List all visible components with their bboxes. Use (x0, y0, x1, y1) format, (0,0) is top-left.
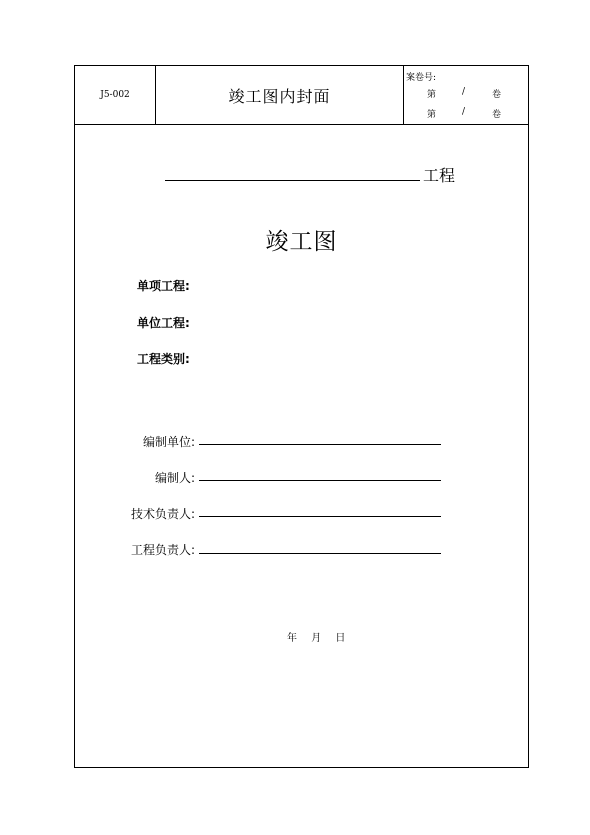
date-year: 年 (287, 633, 297, 644)
label-compiling-unit: 编制单位: (142, 435, 195, 449)
archive-label: 案卷号: (406, 73, 437, 83)
date-line (287, 629, 356, 644)
volume-juan: 卷 (492, 110, 502, 120)
compiler-line (199, 480, 441, 481)
cover-sheet (74, 65, 529, 768)
volume-slash: / (462, 87, 466, 97)
header-table (75, 66, 528, 125)
form-title: 竣工图内封面 (156, 66, 404, 124)
main-title: 竣工图 (265, 229, 338, 255)
archive-number-cell (404, 66, 529, 124)
project-name-line (165, 180, 420, 181)
volume-juan: 卷 (492, 90, 502, 100)
project-lead-line (199, 553, 441, 554)
volume-slash: / (462, 107, 466, 117)
date-day: 日 (335, 633, 346, 644)
form-code: J5-002 (75, 66, 156, 124)
volume-row (404, 87, 529, 101)
project-suffix: 工程 (423, 166, 456, 185)
volume-di: 第 (427, 90, 437, 100)
field-single-project: 单项工程: (137, 279, 190, 293)
label-project-lead: 工程负责人: (130, 543, 195, 557)
label-compiler: 编制人: (154, 471, 195, 485)
technical-lead-line (199, 516, 441, 517)
field-unit-project: 单位工程: (137, 316, 190, 330)
field-project-category: 工程类别: (137, 352, 190, 366)
label-technical-lead: 技术负责人: (130, 507, 195, 521)
compiling-unit-line (199, 444, 441, 445)
volume-row (404, 107, 529, 121)
volume-di: 第 (427, 110, 437, 120)
date-month: 月 (311, 633, 322, 644)
